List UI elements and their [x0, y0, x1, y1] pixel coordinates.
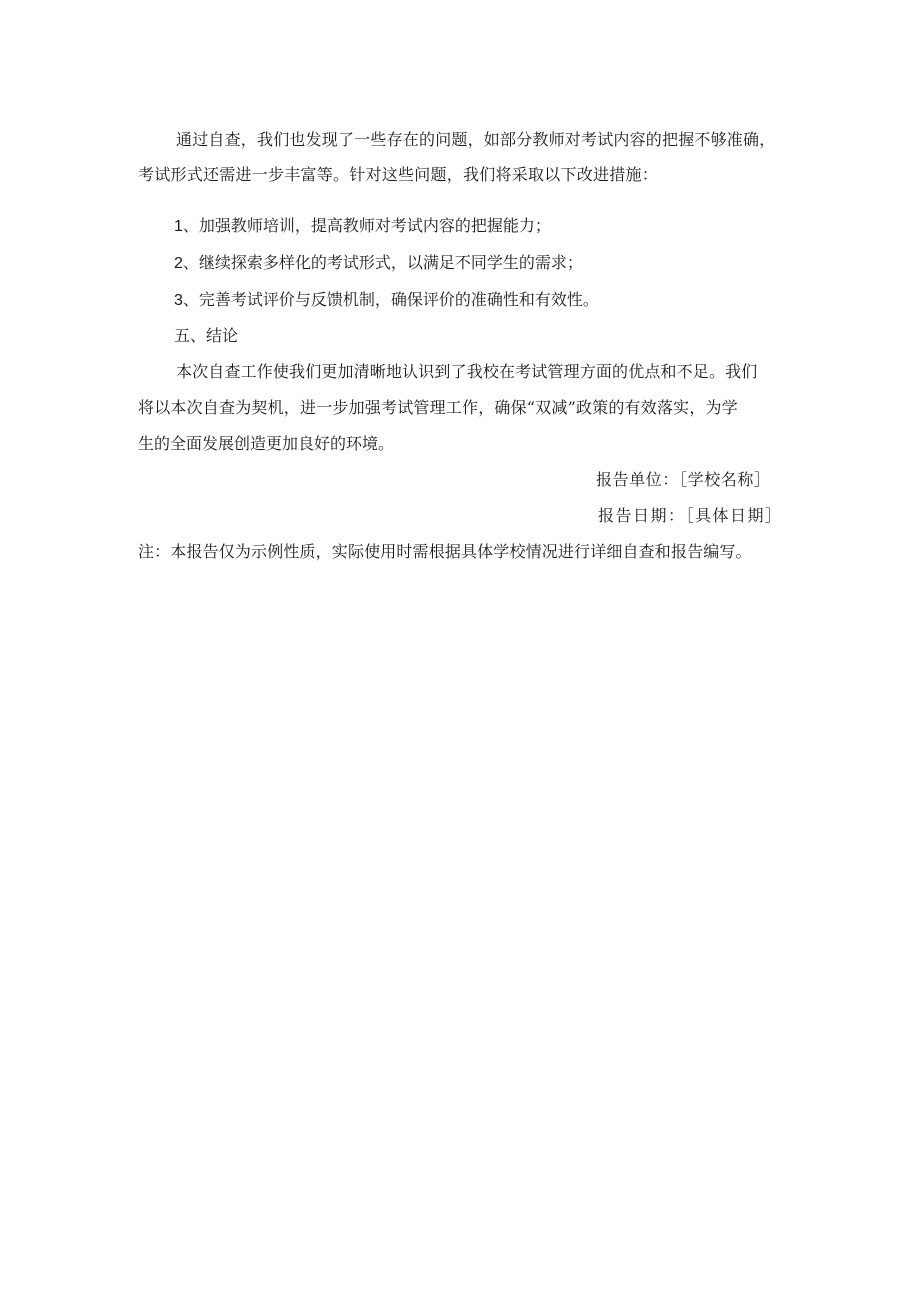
measure-item-2	[174, 253, 583, 274]
conclusion-line-3: 生的全面发展创造更加良好的环境。	[138, 434, 395, 453]
report-unit: 报告单位：［学校名称］	[596, 470, 771, 489]
conclusion-line-2: 将以本次自查为契机，进一步加强考试管理工作，确保“双减”政策的有效落实，为学	[138, 398, 738, 417]
measure-text: 、加强教师培训，提高教师对考试内容的把握能力；	[182, 216, 551, 235]
intro-line-2: 考试形式还需进一步丰富等。针对这些问题，我们将采取以下改进措施：	[138, 165, 659, 184]
measure-number: 1	[174, 218, 183, 235]
intro-line-1: 通过自查，我们也发现了一些存在的问题，如部分教师对考试内容的把握不够准确，	[176, 130, 776, 149]
measure-text: 、继续探索多样化的考试形式，以满足不同学生的需求；	[182, 253, 583, 272]
measure-number: 2	[174, 255, 183, 272]
measure-text: 、完善考试评价与反馈机制，确保评价的准确性和有效性。	[182, 290, 599, 309]
measure-item-1	[174, 216, 551, 237]
section-heading: 五、结论	[174, 326, 239, 345]
conclusion-line-1: 本次自查工作使我们更加清晰地认识到了我校在考试管理方面的优点和不足。我们	[176, 362, 758, 381]
measure-item-3	[174, 290, 599, 311]
report-date: 报告日期：［具体日期］	[598, 506, 783, 525]
measure-number: 3	[174, 292, 183, 309]
note: 注：本报告仅为示例性质，实际使用时需根据具体学校情况进行详细自查和报告编写。	[138, 542, 752, 561]
